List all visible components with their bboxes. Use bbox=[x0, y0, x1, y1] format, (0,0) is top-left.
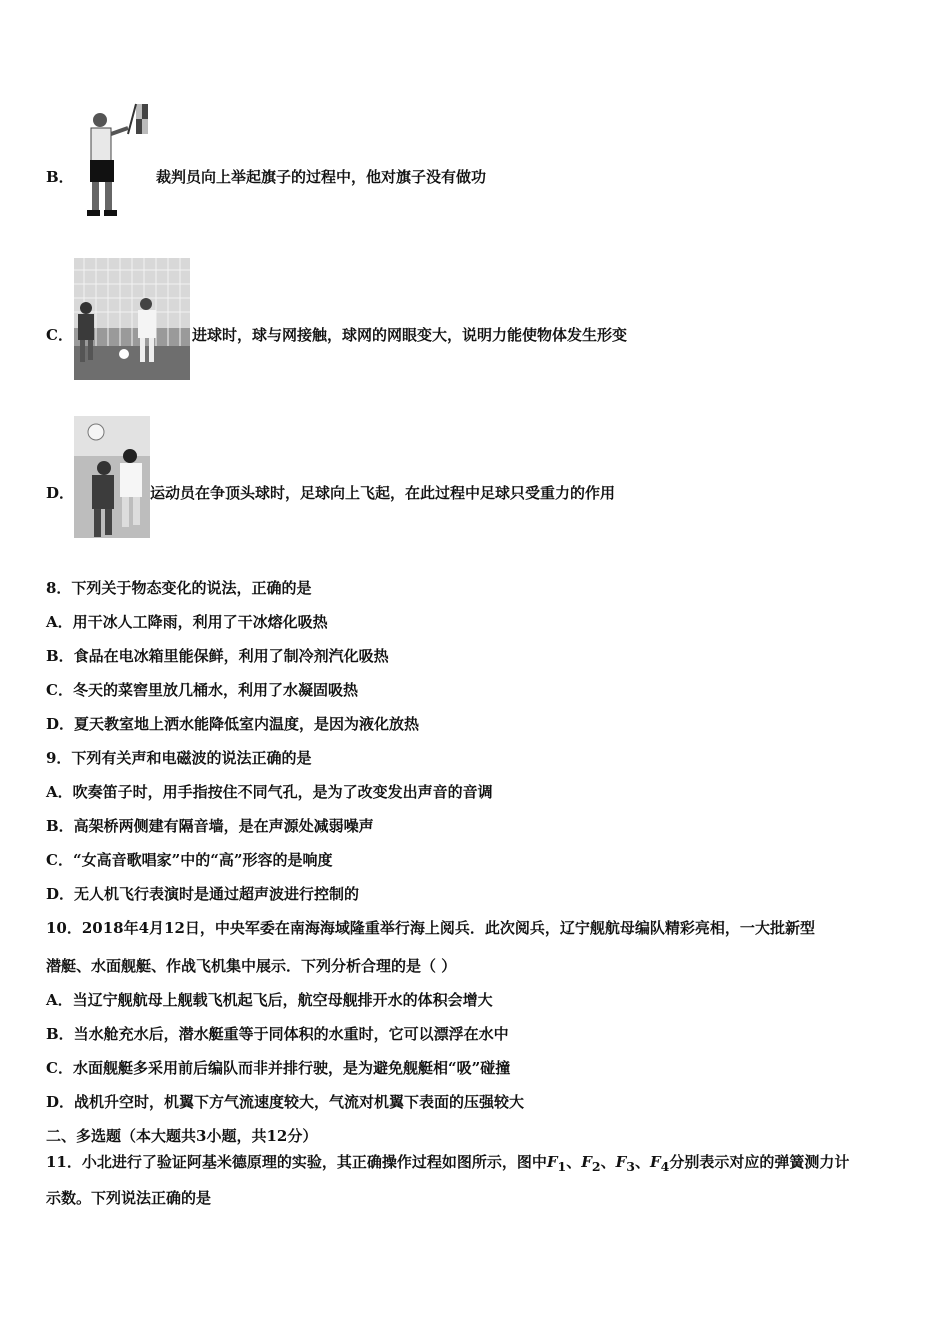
q11-stem-line2: 示数。下列说法正确的是 bbox=[46, 1189, 212, 1207]
q10-stem-line1: 10．2018年4月12日，中央军委在南海海域隆重举行海上阅兵．此次阅兵，辽宁舰航母编队精彩亮相，一大批新型 bbox=[46, 919, 815, 937]
q10-stem-line2: 潜艇、水面舰艇、作战飞机集中展示．下列分析合理的是（ ） bbox=[46, 957, 457, 975]
q9-option-a: A．吹奏笛子时，用手指按住不同气孔，是为了改变发出声音的音调 bbox=[46, 783, 493, 801]
q10-option-c: C．水面舰艇多采用前后编队而非并排行驶，是为避免舰艇相“吸”碰撞 bbox=[46, 1059, 511, 1077]
q7-option-c-label: C． bbox=[46, 326, 73, 344]
q8-option-c: C．冬天的菜窖里放几桶水，利用了水凝固吸热 bbox=[46, 681, 358, 699]
q8-option-a: A．用干冰人工降雨，利用了干冰熔化吸热 bbox=[46, 613, 328, 631]
section-heading: 二、多选题（本大题共3小题，共12分） bbox=[46, 1127, 318, 1145]
q10-option-d: D．战机升空时，机翼下方气流速度较大，气流对机翼下表面的压强较大 bbox=[46, 1093, 525, 1111]
q9-option-d: D．无人机飞行表演时是通过超声波进行控制的 bbox=[46, 885, 360, 903]
q9-option-c: C．“女高音歌唱家”中的“高”形容的是响度 bbox=[46, 851, 333, 869]
q7-option-d-label: D． bbox=[46, 484, 75, 502]
q7-option-c-text: 进球时，球与网接触，球网的网眼变大，说明力能使物体发生形变 bbox=[192, 326, 628, 344]
q11-stem-line1: 11．小北进行了验证阿基米德原理的实验，其正确操作过程如图所示，图中$F_1$、$F_2$、$F_3$、$F_4$分别表示对应的弹簧测力计 bbox=[46, 1153, 850, 1174]
q8-stem: 8．下列关于物态变化的说法，正确的是 bbox=[46, 579, 312, 597]
q7-option-d-text: 运动员在争顶头球时，足球向上飞起，在此过程中足球只受重力的作用 bbox=[150, 484, 616, 502]
referee-flag-photo bbox=[78, 98, 152, 220]
q9-stem: 9．下列有关声和电磁波的说法正确的是 bbox=[46, 749, 312, 767]
q7-option-b-text: 裁判员向上举起旗子的过程中，他对旗子没有做功 bbox=[156, 168, 487, 186]
q11-stem-prefix: 11．小北进行了验证阿基米德原理的实验，其正确操作过程如图所示，图中 bbox=[46, 1153, 547, 1171]
header-photo bbox=[74, 416, 150, 538]
goal-net-photo bbox=[74, 258, 190, 380]
q10-option-b: B．当水舱充水后，潜水艇重等于同体积的水重时，它可以漂浮在水中 bbox=[46, 1025, 509, 1043]
q8-option-d: D．夏天教室地上洒水能降低室内温度，是因为液化放热 bbox=[46, 715, 420, 733]
q8-option-b: B．食品在电冰箱里能保鲜，利用了制冷剂汽化吸热 bbox=[46, 647, 389, 665]
q9-option-b: B．高架桥两侧建有隔音墙，是在声源处减弱噪声 bbox=[46, 817, 374, 835]
q7-option-b-label: B． bbox=[46, 168, 74, 186]
q11-stem-suffix: 分别表示对应的弹簧测力计 bbox=[669, 1153, 850, 1171]
q10-option-a: A．当辽宁舰航母上舰载飞机起飞后，航空母舰排开水的体积会增大 bbox=[46, 991, 493, 1009]
